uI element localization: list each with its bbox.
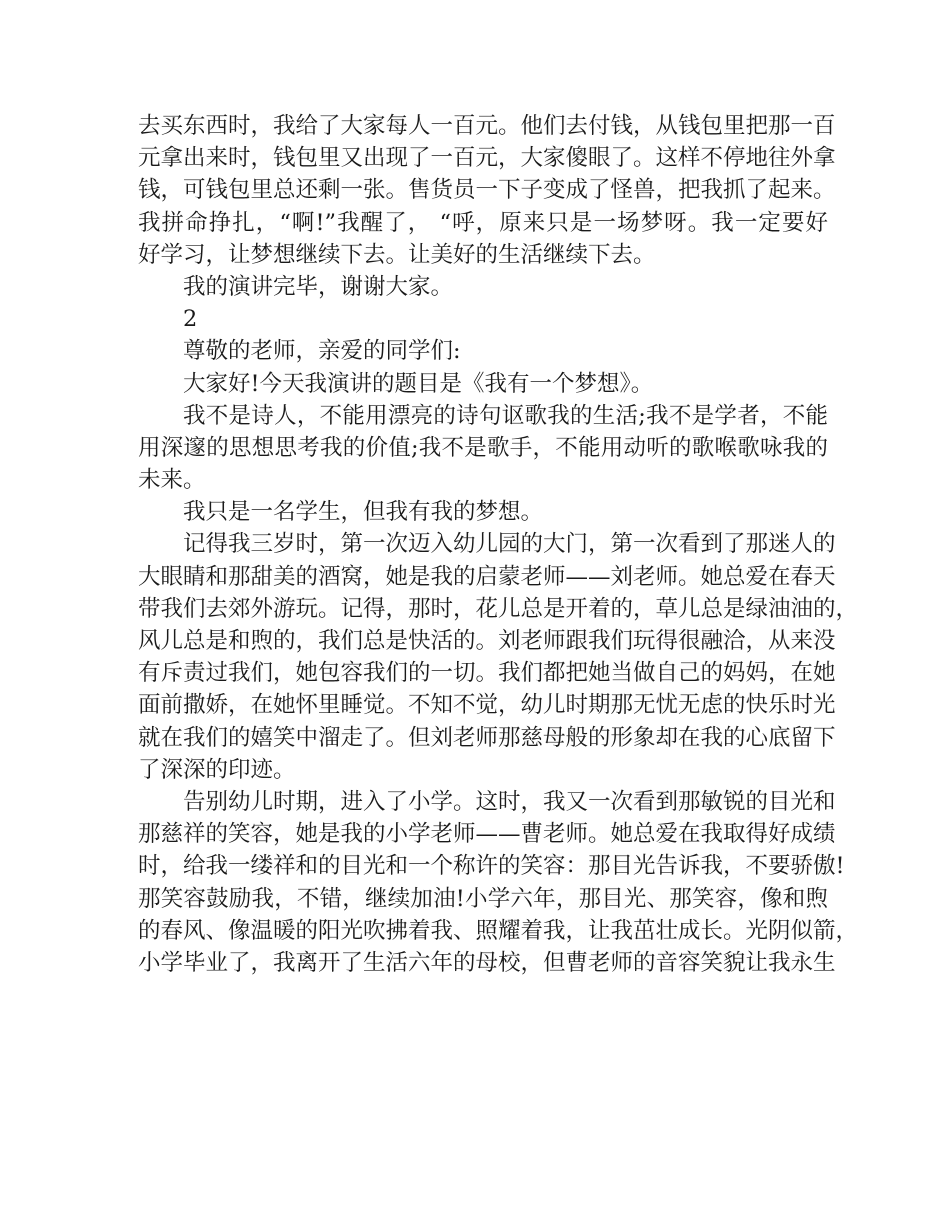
text-line: 我拼命挣扎，“啊!”我醒了， “呼，原来只是一场梦呀。我一定要好 bbox=[138, 209, 828, 236]
document-body bbox=[138, 110, 859, 979]
text-line: 好学习，让梦想继续下去。让美好的生活继续下去。 bbox=[138, 241, 656, 268]
text-line: 我的演讲完毕，谢谢大家。 bbox=[183, 273, 454, 300]
text-line: 大家好!今天我演讲的题目是《我有一个梦想》。 bbox=[183, 370, 654, 397]
text-line: 有斥责过我们，她包容我们的一切。我们都把她当做自己的妈妈，在她 bbox=[138, 660, 836, 687]
text-line: 时，给我一缕祥和的目光和一个称许的笑容：那目光告诉我，不要骄傲! bbox=[138, 853, 845, 880]
text-line: 小学毕业了，我离开了生活六年的母校，但曹老师的音容笑貌让我永生 bbox=[138, 949, 836, 976]
text-line: 未来。 bbox=[138, 467, 206, 494]
text-line: 我不是诗人，不能用漂亮的诗句讴歌我的生活;我不是学者，不能 bbox=[183, 402, 828, 429]
text-line: 告别幼儿时期，进入了小学。这时，我又一次看到那敏锐的目光和 bbox=[183, 788, 836, 815]
text-line: 那慈祥的笑容，她是我的小学老师——曹老师。她总爱在我取得好成绩 bbox=[138, 821, 836, 848]
text-line: 就在我们的嬉笑中溜走了。但刘老师那慈母般的形象却在我的心底留下 bbox=[138, 724, 836, 751]
text-line: 的春风、像温暖的阳光吹拂着我、照耀着我，让我茁壮成长。光阴似箭， bbox=[138, 917, 859, 944]
text-line: 那笑容鼓励我，不错，继续加油!小学六年，那目光、那笑容，像和煦 bbox=[138, 885, 828, 912]
text-line: 记得我三岁时，第一次迈入幼儿园的大门，第一次看到了那迷人的 bbox=[183, 531, 836, 558]
text-line: 2 bbox=[183, 306, 198, 333]
text-line: 元拿出来时，钱包里又出现了一百元，大家傻眼了。这样不停地往外拿 bbox=[138, 145, 836, 172]
text-line: 了深深的印迹。 bbox=[138, 756, 296, 783]
text-line: 面前撒娇，在她怀里睡觉。不知不觉，幼儿时期那无忧无虑的快乐时光 bbox=[138, 692, 836, 719]
text-line: 用深邃的思想思考我的价值;我不是歌手，不能用动听的歌喉歌咏我的 bbox=[138, 434, 828, 461]
text-line: 我只是一名学生，但我有我的梦想。 bbox=[183, 499, 544, 526]
text-line: 风儿总是和煦的，我们总是快活的。刘老师跟我们玩得很融洽，从来没 bbox=[138, 628, 836, 654]
text-line: 去买东西时，我给了大家每人一百元。他们去付钱，从钱包里把那一百 bbox=[138, 113, 836, 139]
text-line: 尊敬的老师，亲爱的同学们: bbox=[183, 338, 461, 365]
text-line: 带我们去郊外游玩。记得，那时，花儿总是开着的，草儿总是绿油油的， bbox=[138, 595, 859, 622]
text-line: 钱，可钱包里总还剩一张。售货员一下子变成了怪兽，把我抓了起来。 bbox=[138, 177, 836, 204]
text-line: 大眼睛和那甜美的酒窝，她是我的启蒙老师——刘老师。她总爱在春天 bbox=[138, 563, 836, 590]
